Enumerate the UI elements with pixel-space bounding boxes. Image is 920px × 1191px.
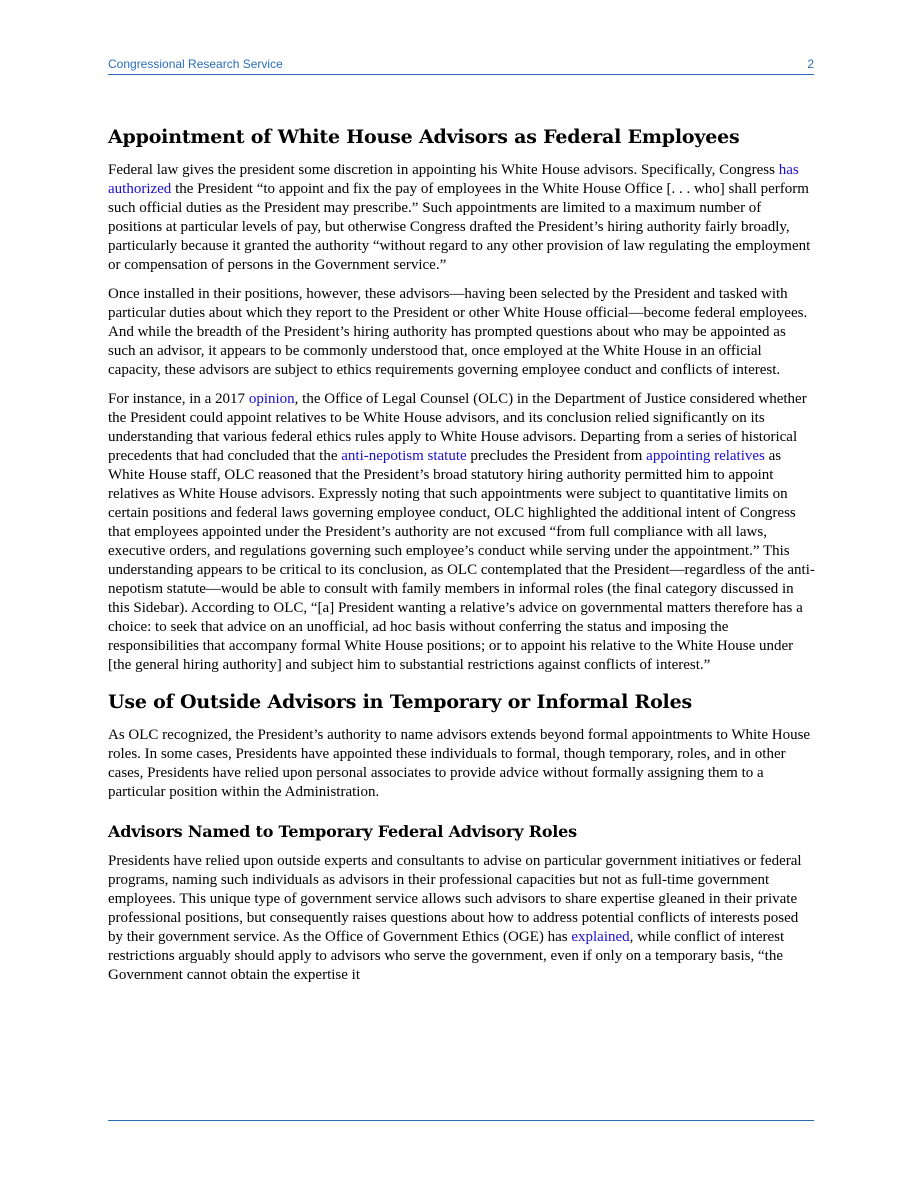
header-rule	[108, 74, 814, 75]
text-run: , the Office of Legal Counsel (OLC) in the Department of Justice considered whether the President could appoint relatives to be White House advisors, and its conclusion relied significantly on its understanding that various federal ethics rules apply to White House advisors. Departing from a series of historical precedents that had concluded that the	[108, 391, 807, 464]
paragraph: As OLC recognized, the President’s authority to name advisors extends beyond formal appointments to White House roles. In some cases, Presidents have appointed these individuals to formal, though temporary, roles, and in other cases, Presidents have relied upon personal associates to provide advice without formally assigning them to a particular position within the Administration.	[108, 727, 811, 800]
paragraph: Once installed in their positions, however, these advisors—having been selected by the President and tasked with particular duties about which they report to the President or other White House official—become federal employees. And while the breadth of the President’s hiring authority has prompted questions about who may be appointed as such an advisor, it appears to be commonly understood that, once employed at the White House in an official capacity, these advisors are subject to ethics requirements governing employee conduct and conflicts of interest.	[108, 286, 808, 378]
section-heading-outside-advisors: Use of Outside Advisors in Temporary or Informal Roles	[108, 691, 692, 713]
text-run: For instance, in a 2017	[108, 391, 249, 407]
text-run: precludes the President from	[466, 448, 647, 464]
text-run: the President “to appoint and fix the pay of employees in the White House Office [. . . who] shall perform such official duties as the President may prescribe.” Such appointments are limited to a maximum number of positions at particular levels of pay, but otherwise Congress drafted the President’s hiring authority fairly broadly, particularly because it granted the authority “without regard to any other provision of law regulating the employment or compensation of persons in the Government service.”	[108, 181, 811, 273]
running-header	[108, 57, 814, 74]
paragraph	[108, 852, 816, 985]
subsection-heading-temporary-roles: Advisors Named to Temporary Federal Advisory Roles	[108, 822, 577, 841]
text-run: , while conflict of interest restrictions arguably should apply to advisors who serve the government, even if only on a temporary basis, “the Government cannot obtain the expertise it	[108, 929, 785, 983]
text-run: as White House staff, OLC reasoned that the President’s broad statutory hiring authority permitted him to appoint relatives as White House advisors. Expressly noting that such appointments were subject to quantitative limits on certain positions and federal laws governing employee conduct, OLC highlighted the additional intent of Congress that employees appointed under the President’s authority are not excused “from full compliance with all laws, executive orders, and regulations governing such employee’s conduct while serving under the appointment.” This understanding appears to be critical to its conclusion, as OLC contemplated that the President—regardless of the anti-nepotism statute—would be able to consult with family members in informal roles (the final category discussed in this Sidebar). According to OLC, “[a] President wanting a relative’s advice on governmental matters therefore has a choice: to seek that advice on an unofficial, ad hoc basis without conferring the status and imposing the responsibilities that accompany formal White House positions; or to appoint his relative to the White House under [the general hiring authority] and subject him to substantial restrictions against conflicts of interest.”	[108, 448, 815, 673]
document-body	[108, 124, 816, 995]
paragraph	[108, 161, 816, 275]
link-anti-nepotism-statute[interactable]: anti-nepotism statute	[341, 448, 467, 464]
section-heading-white-house-advisors: Appointment of White House Advisors as Federal Employees	[108, 126, 740, 148]
header-source: Congressional Research Service	[108, 57, 283, 71]
text-run: Federal law gives the president some discretion in appointing his White House advisors. Specifically, Congress	[108, 162, 779, 178]
paragraph	[108, 390, 816, 675]
link-has-authorized[interactable]: has authorized	[108, 162, 799, 197]
link-opinion[interactable]: opinion	[248, 391, 295, 407]
footer-rule	[108, 1120, 814, 1121]
link-appointing-relatives[interactable]: appointing relatives	[646, 448, 765, 464]
text-run: Presidents have relied upon outside experts and consultants to advise on particular government initiatives or federal programs, naming such individuals as advisors in their professional capacities but not as full-time government employees. This unique type of government service allows such advisors to share expertise gleaned in their private professional positions, but consequently raises questions about how to address potential conflicts of interests posed by their government service. As the Office of Government Ethics (OGE) has	[108, 853, 802, 945]
page-number: 2	[807, 57, 814, 71]
link-explained[interactable]: explained	[571, 929, 630, 945]
